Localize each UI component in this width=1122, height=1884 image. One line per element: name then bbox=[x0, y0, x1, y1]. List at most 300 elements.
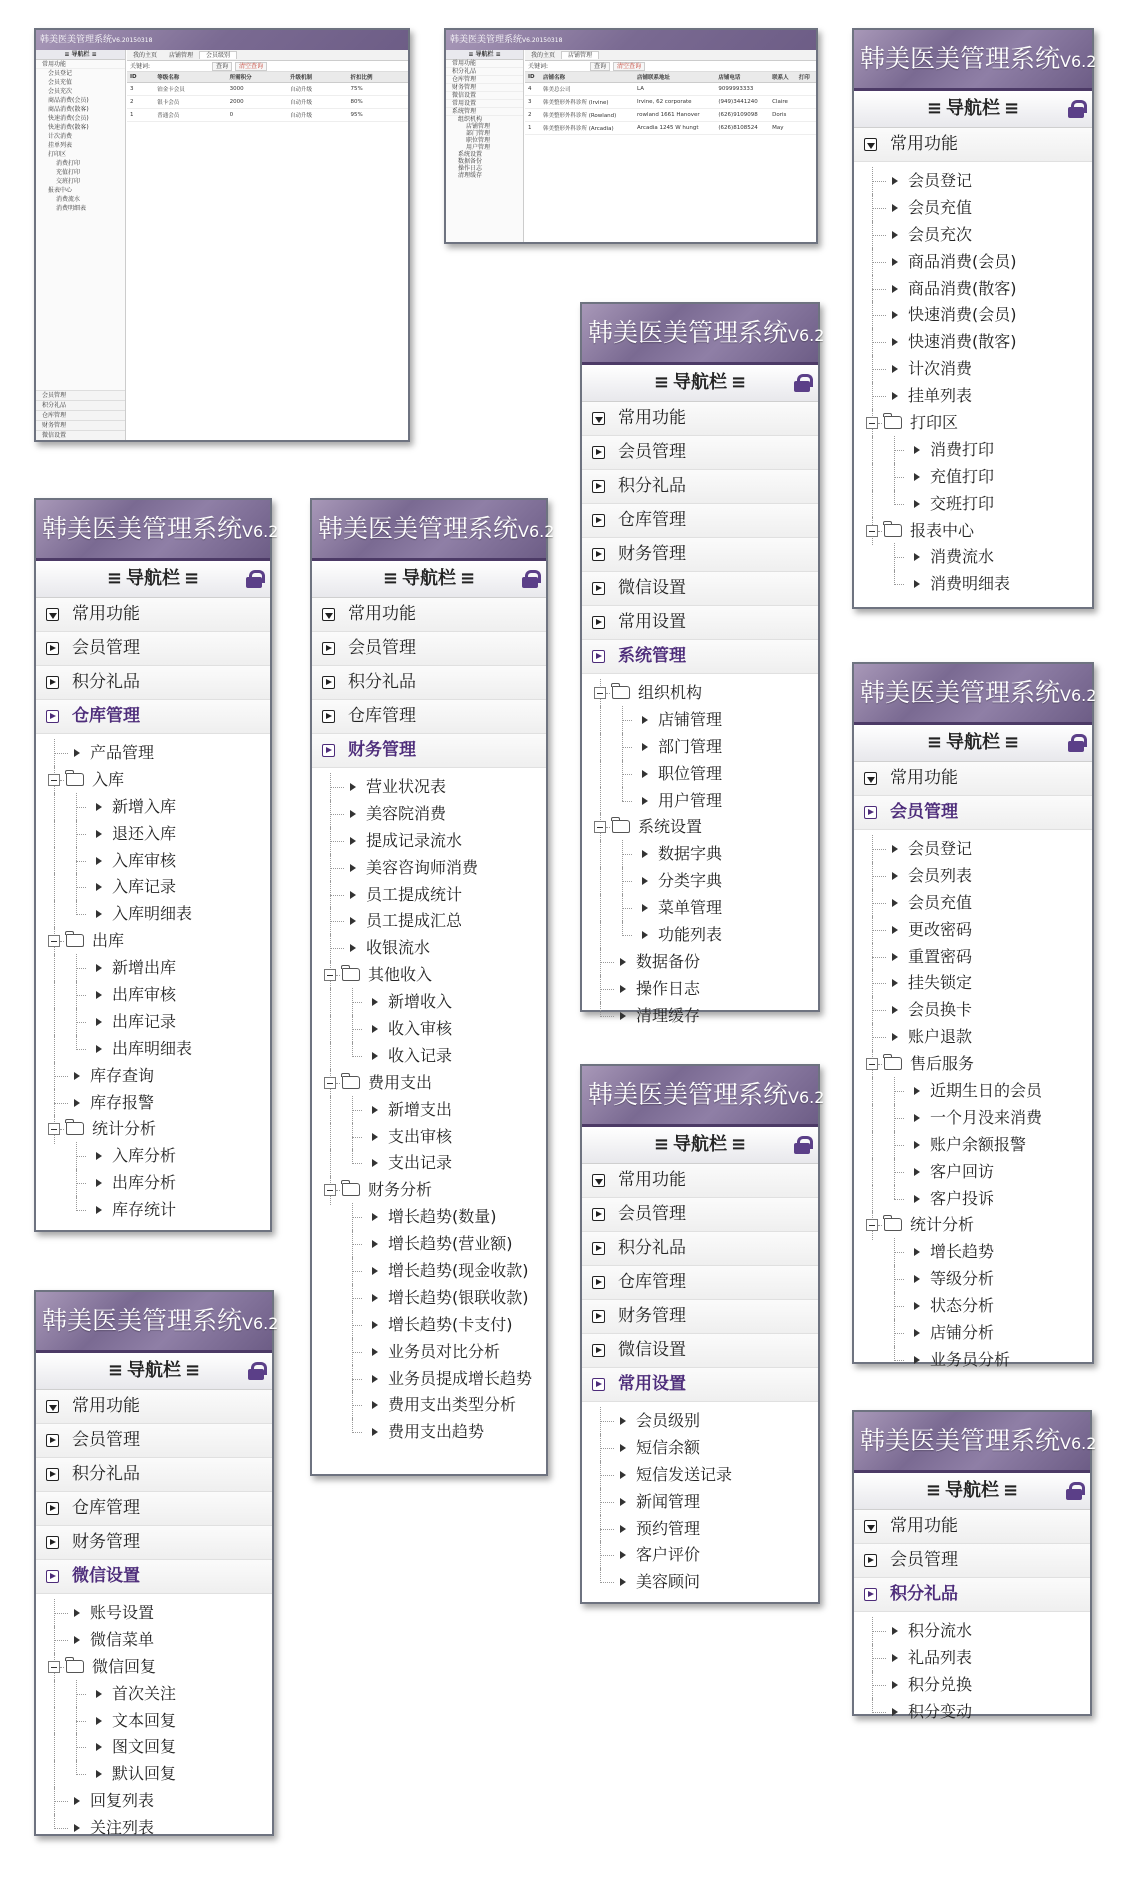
tree-item[interactable] bbox=[312, 1043, 546, 1070]
nav-section-label: 仓库管理 bbox=[72, 1498, 140, 1518]
sidebar-item[interactable]: 用户管理 bbox=[466, 144, 491, 151]
tree-guide bbox=[60, 780, 64, 781]
nav-section[interactable] bbox=[582, 1164, 818, 1198]
tree-item[interactable] bbox=[312, 1366, 546, 1393]
lock-icon[interactable] bbox=[248, 1362, 264, 1380]
tree-item-label: 会员充值 bbox=[908, 197, 973, 217]
collapse-toggle-icon bbox=[46, 1570, 59, 1583]
sidebar-item[interactable]: 计次消费 bbox=[48, 133, 73, 140]
sidebar-section[interactable]: 微信设置 bbox=[36, 430, 125, 440]
tree-item[interactable] bbox=[854, 356, 1092, 383]
tree-item[interactable] bbox=[582, 1542, 818, 1569]
tree-item[interactable] bbox=[854, 491, 1092, 518]
sidebar-item[interactable]: 数据备份 bbox=[458, 158, 483, 165]
folder-open-icon bbox=[66, 1122, 84, 1135]
tree-item[interactable] bbox=[582, 707, 818, 734]
tree-item[interactable] bbox=[36, 1009, 270, 1036]
caret-right-icon bbox=[96, 1743, 102, 1751]
tree-item[interactable] bbox=[854, 997, 1092, 1024]
lock-icon[interactable] bbox=[1066, 1482, 1082, 1500]
sidebar-item[interactable]: 职位管理 bbox=[466, 137, 491, 144]
tree-item[interactable] bbox=[582, 922, 818, 949]
tree-item[interactable] bbox=[36, 1090, 270, 1117]
tree-item[interactable] bbox=[854, 890, 1092, 917]
tree-item-label: 费用支出趋势 bbox=[388, 1422, 485, 1442]
sidebar-section[interactable]: 仓库管理 bbox=[36, 410, 125, 420]
tree-item[interactable] bbox=[582, 841, 818, 868]
sidebar-item[interactable]: 充值打印 bbox=[56, 169, 81, 176]
caret-right-icon bbox=[96, 1045, 102, 1053]
nav-section[interactable] bbox=[582, 572, 818, 606]
tree-item-label: 回复列表 bbox=[90, 1791, 155, 1811]
sidebar-item[interactable]: 快速消费(散客) bbox=[48, 124, 89, 131]
tree-guide bbox=[600, 962, 614, 963]
tree-item[interactable] bbox=[36, 1681, 272, 1708]
caret-right-icon bbox=[350, 891, 356, 899]
tree-item[interactable] bbox=[854, 836, 1092, 863]
nav-section[interactable] bbox=[854, 1544, 1090, 1578]
table-row[interactable]: 1 普通会员 0 自动升级 95% bbox=[127, 109, 408, 122]
tree-item[interactable] bbox=[854, 1132, 1092, 1159]
tree-item-label: 图文回复 bbox=[112, 1737, 177, 1757]
nav-section[interactable] bbox=[582, 538, 818, 572]
caret-right-icon bbox=[892, 1033, 898, 1041]
lock-icon[interactable] bbox=[522, 570, 538, 588]
caret-right-icon bbox=[74, 1824, 80, 1832]
tree-item[interactable] bbox=[854, 944, 1092, 971]
sidebar-item[interactable]: 商品消费(散客) bbox=[48, 106, 89, 113]
table-row[interactable]: 3 铂金卡会员 3000 自动升级 75% bbox=[127, 83, 408, 96]
tab-store[interactable]: 店铺管理 bbox=[561, 51, 599, 59]
tree-item[interactable] bbox=[854, 1618, 1090, 1645]
tree-guide bbox=[872, 1631, 886, 1632]
tree-guide bbox=[76, 914, 86, 915]
tree-item[interactable] bbox=[312, 989, 546, 1016]
tree-item[interactable] bbox=[312, 1312, 546, 1339]
tree-item[interactable] bbox=[854, 1239, 1092, 1266]
tree-item[interactable] bbox=[312, 1285, 546, 1312]
tree-item[interactable] bbox=[854, 168, 1092, 195]
collapse-toggle-icon bbox=[592, 548, 605, 561]
nav-section[interactable] bbox=[854, 762, 1092, 796]
nav-section[interactable] bbox=[854, 796, 1092, 830]
nav-section[interactable] bbox=[582, 1300, 818, 1334]
tree-item[interactable] bbox=[582, 761, 818, 788]
tree-item[interactable] bbox=[854, 571, 1092, 598]
collapse-toggle-icon bbox=[46, 1536, 59, 1549]
caret-right-icon bbox=[914, 1356, 920, 1364]
tree-item[interactable] bbox=[582, 1516, 818, 1543]
caret-right-icon bbox=[892, 285, 898, 293]
sidebar-section[interactable]: 积分礼品 bbox=[36, 400, 125, 410]
tree-item[interactable] bbox=[312, 1124, 546, 1151]
nav-section-label: 会员管理 bbox=[72, 638, 140, 658]
tree-guide bbox=[600, 921, 601, 950]
tree-item-label: 会员列表 bbox=[908, 865, 973, 885]
sidebar-section[interactable]: 常用设置 bbox=[446, 100, 523, 108]
nav-section[interactable] bbox=[312, 666, 546, 700]
tree-folder-label: 财务分析 bbox=[368, 1180, 433, 1200]
tree-guide bbox=[76, 807, 86, 808]
tree-guide bbox=[622, 787, 623, 802]
tree-item[interactable] bbox=[854, 863, 1092, 890]
tree-folder[interactable] bbox=[854, 1051, 1092, 1078]
sidebar-section[interactable]: 系统管理 bbox=[446, 108, 523, 116]
tree-item[interactable] bbox=[36, 1734, 272, 1761]
tree-item[interactable] bbox=[36, 1600, 272, 1627]
nav-section[interactable] bbox=[582, 470, 818, 504]
tree-item[interactable] bbox=[854, 464, 1092, 491]
sidebar-item[interactable]: 会员充值 bbox=[48, 79, 73, 86]
tree-item[interactable] bbox=[854, 1105, 1092, 1132]
tree-item-label: 收银流水 bbox=[366, 938, 431, 958]
caret-right-icon bbox=[96, 1206, 102, 1214]
nav-section[interactable] bbox=[582, 1368, 818, 1402]
sidebar-section[interactable]: 常用功能 bbox=[36, 60, 125, 69]
sidebar-folder[interactable]: 打印区 bbox=[48, 151, 67, 158]
tree-folder[interactable] bbox=[854, 518, 1092, 545]
tree-item[interactable] bbox=[36, 1143, 270, 1170]
caret-right-icon bbox=[620, 1525, 626, 1533]
collapse-box-icon bbox=[48, 935, 60, 947]
collapse-box-icon bbox=[594, 687, 606, 699]
caret-right-icon bbox=[914, 553, 920, 561]
tree-item[interactable] bbox=[36, 874, 270, 901]
tree-guide bbox=[352, 1217, 362, 1218]
tab-home[interactable]: 我的主页 bbox=[133, 52, 158, 59]
tree-guide bbox=[352, 1029, 362, 1030]
tree-item[interactable] bbox=[854, 1699, 1090, 1726]
nav-section[interactable] bbox=[582, 504, 818, 538]
tree-item[interactable] bbox=[36, 901, 270, 928]
tree-guide bbox=[330, 1042, 331, 1071]
tree-item[interactable] bbox=[36, 1708, 272, 1735]
tree-folder[interactable] bbox=[854, 1212, 1092, 1239]
query-button[interactable]: 查询 bbox=[590, 62, 610, 71]
nav-section-label: 会员管理 bbox=[618, 1204, 686, 1224]
nav-section[interactable] bbox=[312, 700, 546, 734]
table-row[interactable]: 3 韩美整形外科诊所 (Irvine) Irvine, 62 corporate (949)3441240 Claire bbox=[525, 96, 816, 109]
tree-item[interactable] bbox=[854, 1293, 1092, 1320]
sidebar-section[interactable]: 财务管理 bbox=[446, 84, 523, 92]
tree-guide bbox=[352, 1271, 362, 1272]
sidebar-section[interactable]: 积分礼品 bbox=[446, 68, 523, 76]
tree-guide bbox=[872, 1010, 886, 1011]
caret-right-icon bbox=[892, 926, 898, 934]
tree-item[interactable] bbox=[854, 1186, 1092, 1213]
table-row[interactable]: 1 韩美整形外科诊所 (Arcadia) Arcadia 1245 W hungt (626)8108524 May bbox=[525, 122, 816, 135]
tree-item[interactable] bbox=[312, 1258, 546, 1285]
tree-item[interactable] bbox=[36, 955, 270, 982]
tree-item[interactable] bbox=[854, 437, 1092, 464]
tree-item[interactable] bbox=[854, 302, 1092, 329]
tree-item[interactable] bbox=[854, 544, 1092, 571]
tree-item[interactable] bbox=[312, 1339, 546, 1366]
nav-section[interactable] bbox=[312, 598, 546, 632]
sidebar-item[interactable]: 消费明细表 bbox=[56, 205, 87, 212]
lock-icon[interactable] bbox=[794, 1136, 810, 1154]
sidebar-folder[interactable]: 组织机构 bbox=[458, 116, 483, 123]
tree-item-label: 账号设置 bbox=[90, 1603, 155, 1622]
collapse-toggle-icon bbox=[592, 1310, 605, 1323]
expand-toggle-icon bbox=[592, 1174, 605, 1187]
nav-tree bbox=[582, 674, 818, 1038]
nav-section[interactable] bbox=[36, 1492, 272, 1526]
tree-item[interactable] bbox=[854, 1159, 1092, 1186]
tree-folder[interactable] bbox=[582, 680, 818, 707]
tree-item[interactable] bbox=[312, 1016, 546, 1043]
sidebar-item[interactable]: 快速消费(会员) bbox=[48, 115, 89, 122]
tab-store[interactable]: 店铺管理 bbox=[169, 52, 194, 59]
nav-section[interactable] bbox=[582, 402, 818, 436]
tree-item[interactable] bbox=[582, 1569, 818, 1596]
nav-section[interactable] bbox=[312, 734, 546, 768]
tree-item[interactable] bbox=[312, 935, 546, 962]
tree-guide bbox=[894, 557, 904, 558]
nav-section[interactable] bbox=[582, 1232, 818, 1266]
caret-right-icon bbox=[96, 910, 102, 918]
caret-right-icon bbox=[914, 1168, 920, 1176]
lock-icon[interactable] bbox=[1068, 734, 1084, 752]
tree-item[interactable] bbox=[312, 1097, 546, 1124]
collapse-toggle-icon bbox=[46, 1468, 59, 1481]
tree-item[interactable] bbox=[36, 848, 270, 875]
tree-item[interactable] bbox=[36, 794, 270, 821]
tree-item[interactable] bbox=[36, 1197, 270, 1224]
tree-item[interactable] bbox=[312, 1419, 546, 1446]
collapse-box-icon bbox=[866, 1219, 878, 1231]
tree-item[interactable] bbox=[312, 1231, 546, 1258]
nav-section[interactable] bbox=[36, 1458, 272, 1492]
sidebar-folder[interactable]: 报表中心 bbox=[48, 187, 73, 194]
nav-section[interactable] bbox=[582, 1198, 818, 1232]
sidebar-section[interactable]: 仓库管理 bbox=[446, 76, 523, 84]
tree-guide bbox=[622, 935, 632, 936]
tree-folder[interactable] bbox=[582, 814, 818, 841]
tree-item[interactable] bbox=[36, 740, 270, 767]
tree-item-label: 会员登记 bbox=[908, 839, 973, 858]
folder-open-icon bbox=[342, 1076, 360, 1089]
tree-item[interactable] bbox=[582, 788, 818, 815]
tree-item[interactable] bbox=[854, 1024, 1092, 1051]
tree-guide bbox=[54, 1008, 55, 1037]
nav-section[interactable] bbox=[36, 700, 270, 734]
tree-item[interactable] bbox=[36, 1788, 272, 1815]
nav-section[interactable] bbox=[582, 640, 818, 674]
nav-section[interactable] bbox=[36, 1390, 272, 1424]
tree-item[interactable] bbox=[36, 821, 270, 848]
tree-item-label: 职位管理 bbox=[658, 763, 723, 783]
tree-item[interactable] bbox=[854, 249, 1092, 276]
tree-item[interactable] bbox=[312, 855, 546, 882]
nav-section-label: 会员管理 bbox=[618, 442, 686, 462]
nav-section[interactable] bbox=[582, 606, 818, 640]
nav-section[interactable] bbox=[36, 1424, 272, 1458]
tree-item[interactable] bbox=[312, 774, 546, 801]
tree-item[interactable] bbox=[582, 1489, 818, 1516]
tab-home[interactable]: 我的主页 bbox=[531, 52, 556, 59]
tree-item-label: 会员登记 bbox=[908, 171, 973, 190]
tree-item[interactable] bbox=[854, 1266, 1092, 1293]
tree-folder[interactable] bbox=[854, 410, 1092, 437]
nav-header bbox=[582, 362, 818, 402]
tree-item[interactable] bbox=[854, 1078, 1092, 1105]
tree-item[interactable] bbox=[312, 882, 546, 909]
sidebar-section[interactable]: 常用功能 bbox=[446, 60, 523, 68]
tree-item[interactable] bbox=[312, 1392, 546, 1419]
tree-item-label: 库存报警 bbox=[90, 1092, 155, 1112]
tree-guide bbox=[894, 477, 904, 478]
tree-guide bbox=[872, 983, 886, 984]
nav-section[interactable] bbox=[36, 666, 270, 700]
tree-guide bbox=[872, 262, 886, 263]
sidebar-item[interactable]: 商品消费(会员) bbox=[48, 97, 89, 104]
tree-item[interactable] bbox=[582, 895, 818, 922]
tree-item-label: 用户管理 bbox=[658, 790, 723, 810]
tree-guide bbox=[60, 941, 64, 942]
caret-right-icon bbox=[350, 783, 356, 791]
sidebar-item[interactable]: 会员登记 bbox=[48, 70, 73, 77]
tree-item[interactable] bbox=[582, 1435, 818, 1462]
clear-button[interactable]: 清空查询 bbox=[235, 62, 267, 71]
sidebar-item[interactable]: 清理缓存 bbox=[458, 172, 483, 179]
nav-section-label: 会员管理 bbox=[890, 802, 958, 822]
tree-item[interactable] bbox=[854, 329, 1092, 356]
tree-item[interactable] bbox=[854, 195, 1092, 222]
clear-button[interactable]: 清空查询 bbox=[613, 62, 645, 71]
tree-item[interactable] bbox=[582, 734, 818, 761]
tree-item-label: 礼品列表 bbox=[908, 1647, 973, 1667]
tree-item-label: 支出审核 bbox=[388, 1126, 453, 1146]
folder-open-icon bbox=[884, 1057, 902, 1070]
tree-item[interactable] bbox=[854, 222, 1092, 249]
tree-item-label: 一个月没来消费 bbox=[930, 1107, 1043, 1127]
lock-icon[interactable] bbox=[246, 570, 262, 588]
tree-folder[interactable] bbox=[36, 767, 270, 794]
nav-section[interactable] bbox=[582, 1334, 818, 1368]
tree-item[interactable] bbox=[36, 1036, 270, 1063]
tree-item[interactable] bbox=[36, 1627, 272, 1654]
collapse-toggle-icon bbox=[592, 1208, 605, 1221]
nav-section[interactable] bbox=[36, 1526, 272, 1560]
tree-item[interactable] bbox=[854, 1320, 1092, 1347]
tree-folder[interactable] bbox=[36, 1654, 272, 1681]
tree-item[interactable] bbox=[582, 1462, 818, 1489]
tree-guide bbox=[76, 1760, 77, 1775]
tree-folder-label: 统计分析 bbox=[910, 1215, 975, 1235]
tree-item[interactable] bbox=[312, 908, 546, 935]
query-button[interactable]: 查询 bbox=[212, 62, 232, 71]
tree-item[interactable] bbox=[36, 1170, 270, 1197]
caret-right-icon bbox=[372, 1348, 378, 1356]
tree-item[interactable] bbox=[854, 1347, 1092, 1374]
lock-icon[interactable] bbox=[1068, 100, 1084, 118]
tree-guide bbox=[352, 1379, 362, 1380]
nav-header bbox=[36, 558, 270, 598]
sidebar-section[interactable]: 财务管理 bbox=[36, 420, 125, 430]
caret-right-icon bbox=[372, 1159, 378, 1167]
tree-item[interactable] bbox=[854, 383, 1092, 410]
sidebar-item[interactable]: 店铺管理 bbox=[466, 123, 491, 130]
tree-item[interactable] bbox=[36, 1063, 270, 1090]
sidebar-item[interactable]: 消费打印 bbox=[56, 160, 81, 167]
table-row[interactable]: 4 韩美总公司 LA 9099993333 bbox=[525, 83, 816, 96]
lock-icon[interactable] bbox=[794, 374, 810, 392]
sidebar-item[interactable]: 挂单列表 bbox=[48, 142, 73, 149]
tree-folder[interactable] bbox=[312, 962, 546, 989]
tree-item[interactable] bbox=[854, 276, 1092, 303]
menu-icon: ≡ bbox=[106, 568, 122, 589]
collapse-toggle-icon bbox=[322, 676, 335, 689]
nav-section[interactable] bbox=[582, 1266, 818, 1300]
tree-item-label: 增长趋势(卡支付) bbox=[388, 1314, 513, 1334]
sidebar-item[interactable]: 交班打印 bbox=[56, 178, 81, 185]
nav-header: ≡ 导航栏 ≡ bbox=[446, 50, 523, 60]
nav-header-label: 导航栏 bbox=[673, 372, 727, 393]
tree-folder[interactable] bbox=[36, 1116, 270, 1143]
tree-item[interactable] bbox=[582, 949, 818, 976]
tree-item[interactable] bbox=[36, 1815, 272, 1842]
table-row[interactable]: 2 韩美整形外科诊所 (Rowland) rowland 1661 Hanover (626)9109098 Doris bbox=[525, 109, 816, 122]
tree-folder[interactable] bbox=[36, 928, 270, 955]
tree-item[interactable] bbox=[854, 1645, 1090, 1672]
tree-item[interactable] bbox=[582, 1408, 818, 1435]
tree-item[interactable] bbox=[854, 917, 1092, 944]
tree-item-label: 新增入库 bbox=[112, 796, 177, 816]
sidebar-item[interactable]: 操作日志 bbox=[458, 165, 483, 172]
tree-item[interactable] bbox=[582, 1003, 818, 1030]
tree-guide bbox=[872, 1658, 886, 1659]
nav-section[interactable] bbox=[854, 1510, 1090, 1544]
tree-item[interactable] bbox=[582, 868, 818, 895]
caret-right-icon bbox=[914, 1087, 920, 1095]
sidebar-section[interactable]: 会员管理 bbox=[36, 390, 125, 400]
tree-guide bbox=[872, 463, 873, 492]
folder-open-icon bbox=[66, 1660, 84, 1673]
nav-section[interactable] bbox=[582, 436, 818, 470]
sidebar-item[interactable]: 部门管理 bbox=[466, 130, 491, 137]
tree-item[interactable] bbox=[312, 1204, 546, 1231]
nav-section[interactable] bbox=[854, 1578, 1090, 1612]
nav-section[interactable] bbox=[36, 1560, 272, 1594]
nav-section[interactable] bbox=[36, 598, 270, 632]
caret-right-icon bbox=[892, 204, 898, 212]
sidebar-folder[interactable]: 系统设置 bbox=[458, 151, 483, 158]
caret-right-icon bbox=[892, 365, 898, 373]
tree-folder[interactable] bbox=[312, 1177, 546, 1204]
table-row[interactable]: 2 银卡会员 2000 自动升级 80% bbox=[127, 96, 408, 109]
tree-item[interactable] bbox=[854, 970, 1092, 997]
sidebar-item[interactable]: 会员充次 bbox=[48, 88, 73, 95]
tree-item[interactable] bbox=[36, 982, 270, 1009]
tree-item[interactable] bbox=[312, 1150, 546, 1177]
nav-section[interactable] bbox=[854, 128, 1092, 162]
tree-item[interactable] bbox=[312, 801, 546, 828]
tree-guide bbox=[600, 1582, 614, 1583]
tree-item[interactable] bbox=[36, 1761, 272, 1788]
tree-folder[interactable] bbox=[312, 1070, 546, 1097]
tree-item[interactable] bbox=[312, 828, 546, 855]
tree-item[interactable] bbox=[854, 1672, 1090, 1699]
nav-section[interactable] bbox=[36, 632, 270, 666]
sidebar-section[interactable]: 微信设置 bbox=[446, 92, 523, 100]
sidebar-item[interactable]: 消费流水 bbox=[56, 196, 81, 203]
tab-member-level[interactable]: 会员级别 bbox=[199, 51, 237, 59]
tree-guide bbox=[872, 930, 886, 931]
nav-section[interactable] bbox=[312, 632, 546, 666]
nav-tree bbox=[582, 1402, 818, 1604]
tree-item[interactable] bbox=[582, 976, 818, 1003]
